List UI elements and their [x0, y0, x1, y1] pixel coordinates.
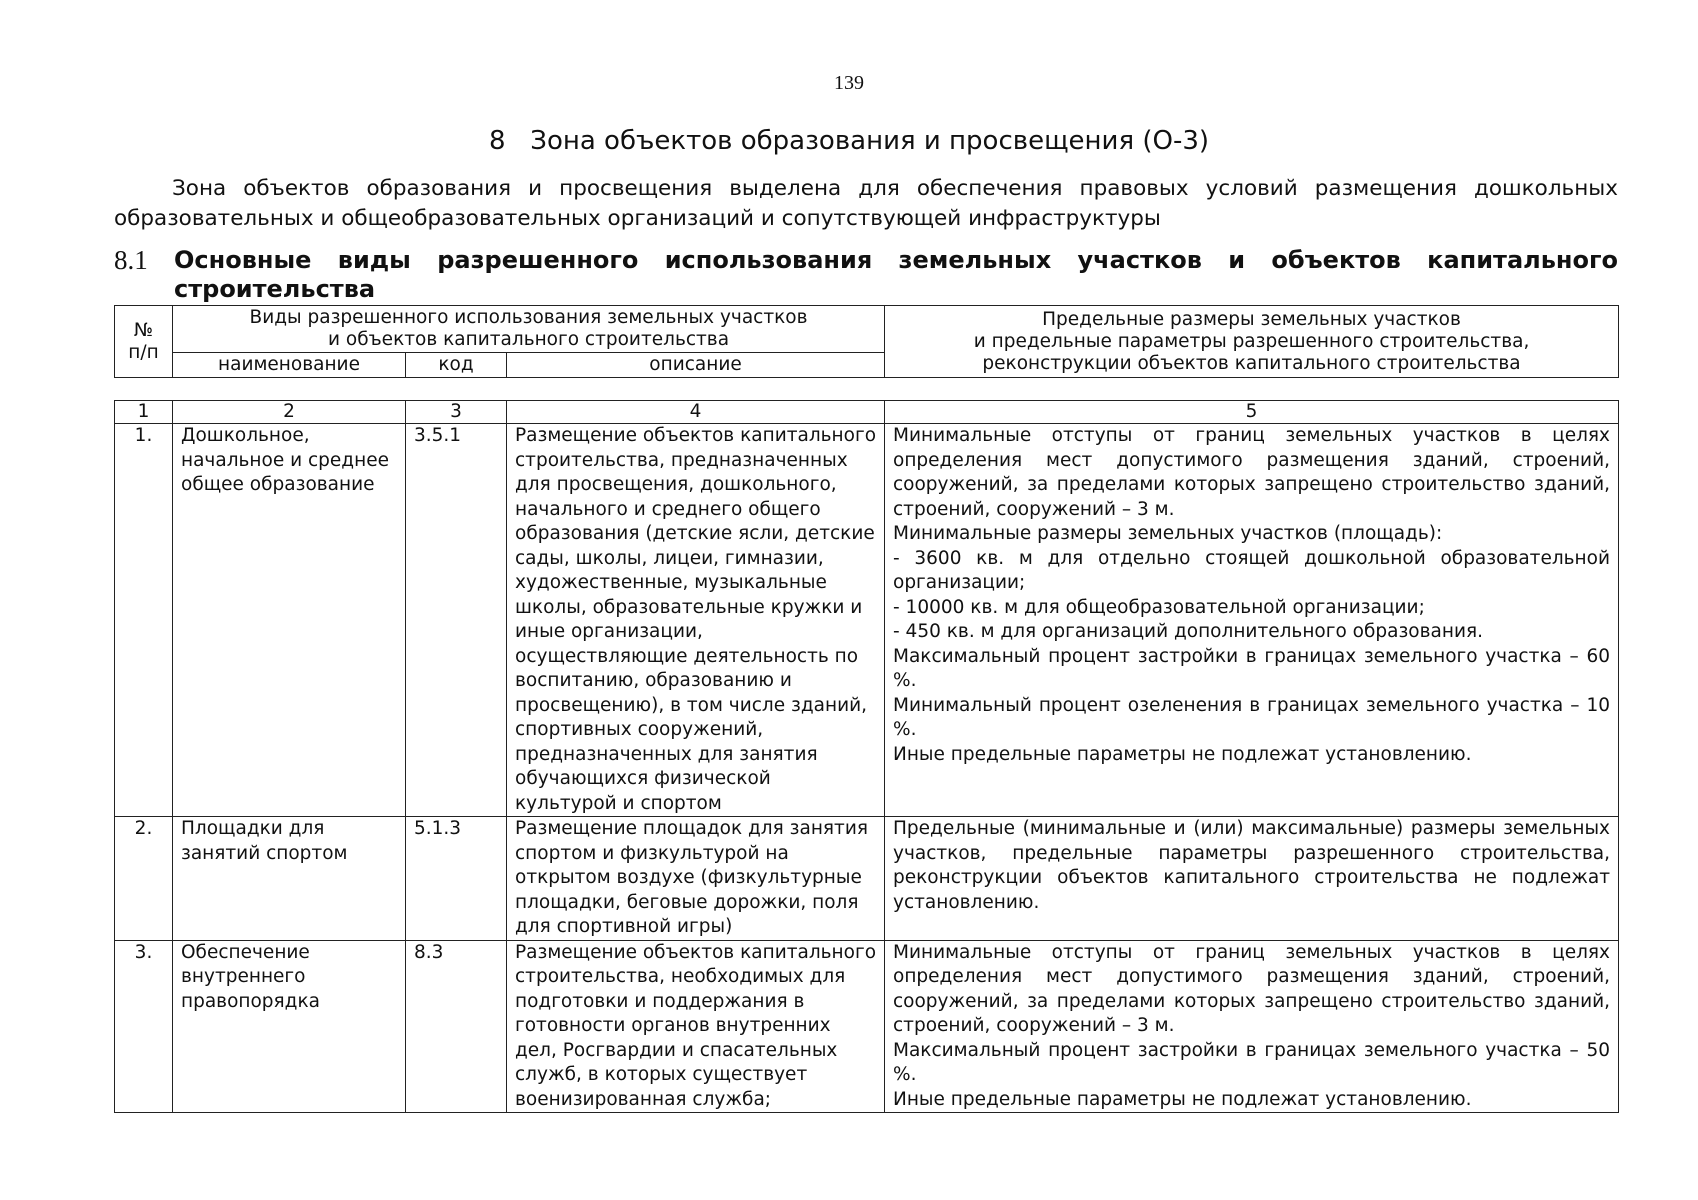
column-number: 4 [507, 401, 885, 424]
row-num: 2. [115, 817, 173, 941]
row-desc: Размещение объектов капитального строительства, необходимых для подготовки и поддержания в готовности органов внутренних дел, Росгвардии и спасательных служб, в которых существует военизированная служба; [507, 940, 885, 1113]
section-number: 8.1 [114, 245, 148, 275]
row-params [885, 817, 1619, 941]
header-name: наименование [173, 353, 406, 378]
row-num: 3. [115, 940, 173, 1113]
header-desc: описание [507, 353, 885, 378]
header-code: код [406, 353, 507, 378]
table-row [115, 424, 1619, 817]
column-number-row [115, 401, 1619, 424]
chapter-title: 8 Зона объектов образования и просвещения (О-3) [488, 126, 1210, 156]
param-line: Минимальные отступы от границ земельных участков в целях определения мест допустимого размещения зданий, строений, сооружений, за пределами которых запрещено строительство зданий, строений, сооружений – 3 м. [893, 425, 1610, 520]
row-desc: Размещение площадок для занятия спортом и физкультурой на открытом воздухе (физкультурные площадки, беговые дорожки, поля для спортивной игры) [507, 817, 885, 941]
row-name: Площадки для занятий спортом [173, 817, 406, 941]
row-params [885, 940, 1619, 1113]
section-heading [114, 246, 1618, 304]
row-num: 1. [115, 424, 173, 817]
table-row [115, 817, 1619, 941]
column-number: 5 [885, 401, 1619, 424]
intro-paragraph: Зона объектов образования и просвещения выделена для обеспечения правовых условий размещения дошкольных образовательных и общеобразовательных организаций и сопутствующей инфраструктуры [114, 176, 1618, 231]
table-row [115, 940, 1619, 1113]
param-line: Минимальные размеры земельных участков (площадь): [893, 523, 1443, 544]
row-name: Обеспечение внутреннего правопорядка [173, 940, 406, 1113]
row-name: Дошкольное, начальное и среднее общее образование [173, 424, 406, 817]
column-number: 1 [115, 401, 173, 424]
column-number: 2 [173, 401, 406, 424]
row-code: 3.5.1 [406, 424, 507, 817]
param-line: - 10000 кв. м для общеобразовательной организации; [893, 596, 1425, 618]
param-line: - 3600 кв. м для отдельно стоящей дошкольной образовательной организации; [893, 547, 1610, 593]
header-num: № п/п [115, 306, 173, 378]
section-title: Основные виды разрешенного использования земельных участков и объектов капитального строительства [174, 246, 1618, 303]
header-params: Предельные размеры земельных участков и предельные параметры разрешенного строительства, реконструкции объектов капитального строительства [885, 306, 1619, 378]
param-line: - 450 кв. м для организаций дополнительного образования. [893, 621, 1483, 642]
row-params [885, 424, 1619, 817]
row-code: 5.1.3 [406, 817, 507, 941]
param-line: Максимальный процент застройки в границах земельного участка – 50 %. [893, 1039, 1610, 1085]
column-number: 3 [406, 401, 507, 424]
table-body [114, 400, 1619, 1113]
page-number: 139 [834, 72, 864, 94]
param-line: Иные предельные параметры не подлежат установлению. [893, 1088, 1472, 1110]
table-header [114, 305, 1619, 378]
header-group-title: Виды разрешенного использования земельных участков и объектов капитального строительства [173, 306, 885, 353]
param-line: Минимальный процент озеленения в границах земельного участка – 10 %. [893, 694, 1610, 740]
row-desc: Размещение объектов капитального строительства, предназначенных для просвещения, дошкольного, начального и среднего общего образования (детские ясли, детские сады, школы, лицеи, гимназии, художественные, музыкальные школы, образовательные кружки и иные организации, осуществляющие деятельность по воспитанию, образованию и просвещению), в том числе зданий, спортивных сооружений, предназначенных для занятия обучающихся физической культурой и спортом [507, 424, 885, 817]
param-line: Максимальный процент застройки в границах земельного участка – 60 %. [893, 645, 1610, 691]
param-line: Минимальные отступы от границ земельных участков в целях определения мест допустимого размещения зданий, строений, сооружений, за пределами которых запрещено строительство зданий, строений, сооружений – 3 м. [893, 941, 1610, 1036]
row-code: 8.3 [406, 940, 507, 1113]
param-line: Предельные (минимальные и (или) максимальные) размеры земельных участков, предельные параметры разрешенного строительства, реконструкции объектов капитального строительства не подлежат установлению. [893, 818, 1610, 913]
param-line: Иные предельные параметры не подлежат установлению. [893, 743, 1472, 765]
